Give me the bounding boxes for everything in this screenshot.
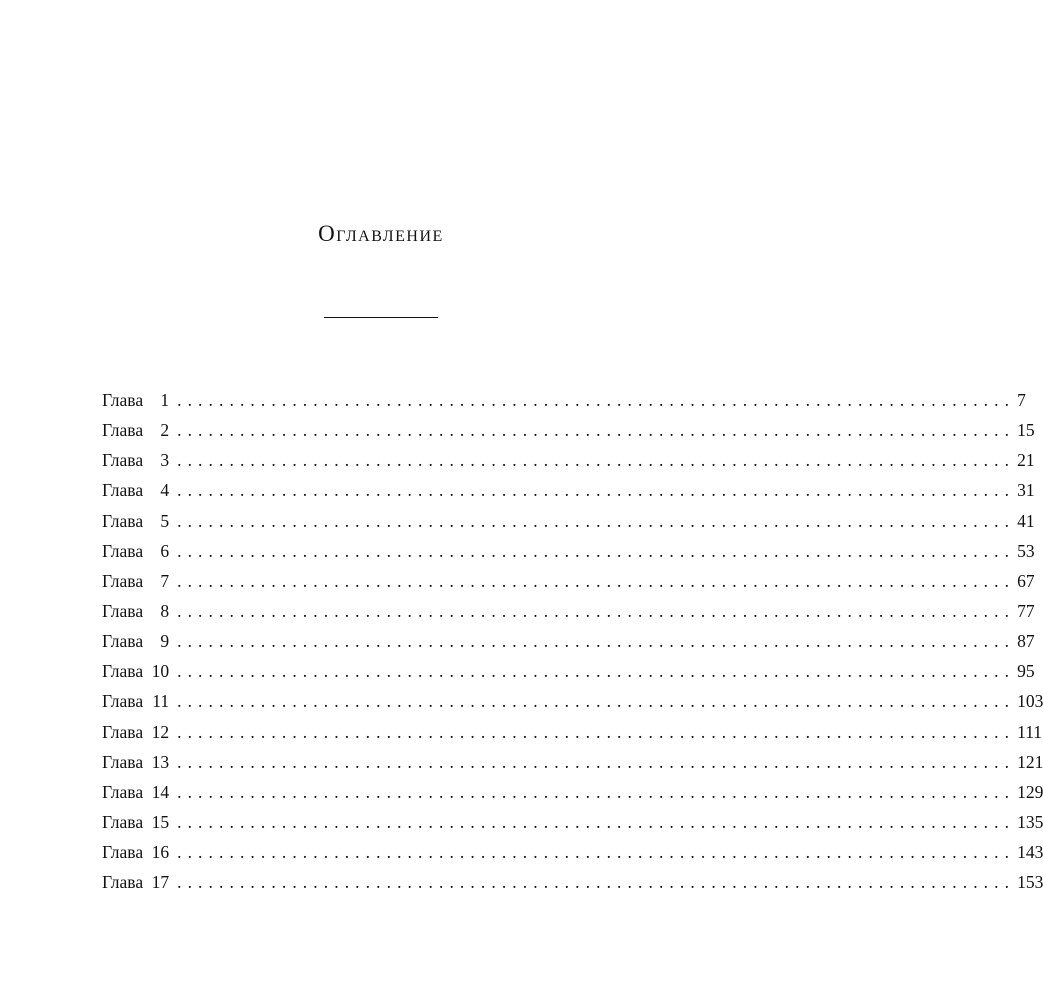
page-number: 15	[1017, 420, 1035, 441]
dot-leader: ................................................................................	[177, 631, 1016, 652]
page-number: 53	[1017, 540, 1035, 561]
toc-entry-2[interactable]	[102, 415, 1035, 445]
chapter-number: 11	[152, 691, 170, 712]
chapter-label: Глава	[102, 781, 144, 802]
dot-leader: ................................................................................	[177, 600, 1016, 621]
page-number: 121	[1017, 751, 1043, 772]
dot-leader: ................................................................................	[177, 751, 1016, 772]
chapter-label: Глава	[102, 390, 144, 410]
chapter-number: 17	[151, 872, 170, 893]
dot-leader: ................................................................................	[177, 450, 1016, 471]
toc-entry-7[interactable]	[102, 566, 1035, 596]
chapter-label: Глава	[102, 751, 144, 772]
chapter-number: 14	[151, 781, 170, 802]
chapter-number: 2	[160, 420, 170, 441]
page-number: 77	[1017, 600, 1035, 621]
dot-leader: ................................................................................	[177, 691, 1016, 712]
toc-entry-13[interactable]	[102, 747, 1043, 777]
chapter-number: 13	[151, 751, 170, 772]
chapter-label: Глава	[102, 480, 144, 501]
dot-leader: ................................................................................	[177, 480, 1016, 501]
chapter-number: 8	[160, 600, 170, 621]
page-number: 41	[1017, 510, 1035, 531]
page-number: 87	[1017, 631, 1035, 652]
toc-entry-5[interactable]	[102, 506, 1035, 536]
chapter-label: Глава	[102, 872, 144, 893]
page-number: 21	[1017, 450, 1035, 471]
dot-leader: ................................................................................	[177, 721, 1016, 742]
chapter-number: 12	[151, 721, 170, 742]
chapter-number: 9	[160, 631, 170, 652]
chapter-number: 1	[160, 390, 170, 410]
page-number: 111	[1017, 721, 1043, 742]
page-number: 67	[1017, 570, 1035, 591]
toc-entry-17[interactable]	[102, 867, 1043, 897]
chapter-number: 4	[160, 480, 170, 501]
page-number: 153	[1017, 872, 1043, 893]
dot-leader: ................................................................................	[177, 811, 1016, 832]
chapter-number: 16	[151, 842, 170, 863]
toc-entry-3[interactable]	[102, 445, 1035, 475]
toc-entry-16[interactable]	[102, 837, 1043, 867]
chapter-number: 6	[160, 540, 170, 561]
page-title: Оглавление	[318, 221, 444, 247]
page-number: 95	[1017, 661, 1035, 682]
dot-leader: ................................................................................	[177, 872, 1016, 893]
dot-leader: ................................................................................	[177, 661, 1016, 682]
chapter-label: Глава	[102, 540, 144, 561]
toc-entry-8[interactable]	[102, 596, 1035, 626]
chapter-label: Глава	[102, 510, 144, 531]
chapter-label: Глава	[102, 420, 144, 441]
chapter-label: Глава	[102, 811, 144, 832]
toc-entry-9[interactable]	[102, 626, 1035, 656]
page-number: 129	[1017, 781, 1043, 802]
chapter-label: Глава	[102, 842, 144, 863]
chapter-label: Глава	[102, 631, 144, 652]
page-number: 103	[1017, 691, 1043, 712]
page-number: 31	[1017, 480, 1035, 501]
toc-entry-10[interactable]	[102, 656, 1035, 686]
toc-entry-1[interactable]	[102, 385, 1026, 415]
toc-entry-12[interactable]	[102, 717, 1043, 747]
chapter-number: 15	[151, 811, 170, 832]
chapter-label: Глава	[102, 570, 144, 591]
chapter-label: Глава	[102, 721, 144, 742]
chapter-number: 10	[151, 661, 170, 682]
chapter-label: Глава	[102, 600, 144, 621]
chapter-number: 5	[160, 510, 170, 531]
toc-entry-14[interactable]	[102, 777, 1043, 807]
dot-leader: ................................................................................	[177, 842, 1016, 863]
toc-entry-11[interactable]	[102, 686, 1043, 716]
dot-leader: ................................................................................	[177, 540, 1016, 561]
dot-leader: ................................................................................	[177, 510, 1016, 531]
toc-entry-4[interactable]	[102, 475, 1035, 505]
chapter-number: 7	[160, 570, 170, 591]
dot-leader: ................................................................................	[177, 390, 1016, 410]
toc-entry-15[interactable]	[102, 807, 1043, 837]
page-number: 7	[1017, 390, 1026, 410]
chapter-number: 3	[160, 450, 170, 471]
chapter-label: Глава	[102, 661, 144, 682]
page-number: 143	[1017, 842, 1043, 863]
title-divider	[324, 317, 438, 318]
dot-leader: ................................................................................	[177, 570, 1016, 591]
table-of-contents	[102, 385, 1043, 897]
dot-leader: ................................................................................	[177, 781, 1016, 802]
chapter-label: Глава	[102, 691, 144, 712]
page-number: 135	[1017, 811, 1043, 832]
toc-entry-6[interactable]	[102, 536, 1035, 566]
chapter-label: Глава	[102, 450, 144, 471]
dot-leader: ................................................................................	[177, 420, 1016, 441]
